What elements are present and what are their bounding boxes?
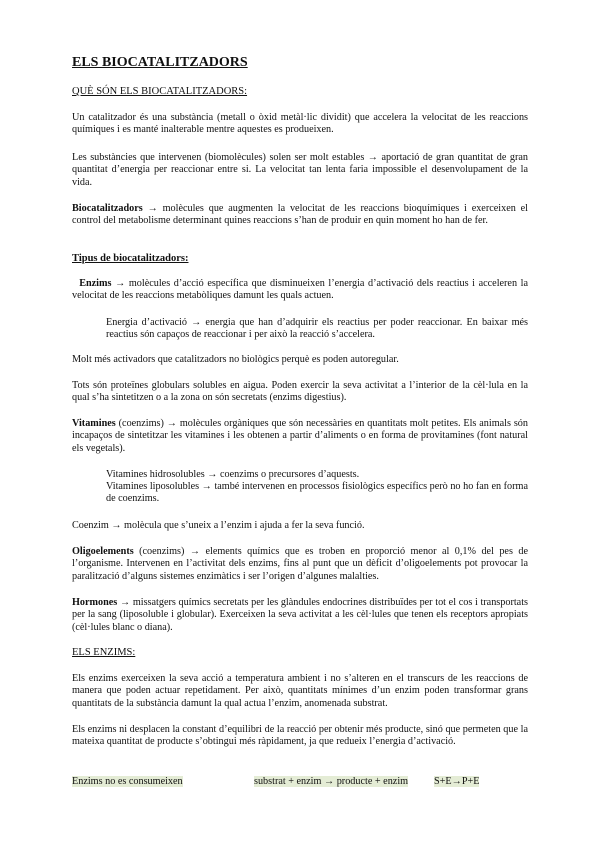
vitamins-text: (coenzims) → molècules orgàniques que són necessàries en quantitats molt petites. Els animals són incapaços de sintetitzar les vitamines i les obtenen a partir d’aliments o en forma de provitamines (font natural els vegetals).	[72, 418, 528, 454]
oligoelements-text: (coenzims) → elements químics que es troben en proporció menor al 0,1% del pes de l’organisme. Intervenen en l’activitat dels enzims, fins al punt que un dèficit d’oligoelements pot provocar la paralització d’alguns sistemes enzimàtics i ser l’origen d’algunes malalties.	[72, 546, 528, 582]
section-heading-what: QUÈ SÓN ELS BIOCATALITZADORS:	[72, 86, 248, 97]
line-liposoluble: Vitamines liposolubles → també intervenen en processos fisiològics específics però no ho fan en forma de coenzims.	[106, 481, 528, 505]
paragraph-catalyst: Un catalitzador és una substància (metall o òxid metàl·lic dividit) que accelera la velocitat de les reaccions químiques i es manté inalterable mentre aquestes es produeixen.	[72, 112, 528, 136]
paragraph-proteins: Tots són proteïnes globulars solubles en aigua. Poden exercir la seva activitat a l’interior de la cèl·lula en la qual s’ha sintetitzen o a la zona on són secretats (enzims digestius).	[72, 380, 528, 404]
enzims-text: → molècules d’acció específica que disminueixen l’energia d’activació dels reactius i acceleren la velocitat de les reaccions metabòliques damunt les quals actuen.	[72, 278, 528, 302]
hormones-text: → missatgers químics secretats per les glàndules endocrines distribuïdes per tot el cos i transportats per la sang (liposoluble i globular). Exerceixen la seva activitat a les cèl·lules que tenen els receptors apropiats (cèl·lules blanc o diana).	[72, 597, 528, 633]
paragraph-substances: Les substàncies que intervenen (biomolècules) solen ser molt estables → aportació de gran quantitat de gran quantitat d’energia per reaccionar entre si. La velocitat tan lenta faria impossible el desenvolupament de la vida.	[72, 152, 528, 188]
term-enzims: Enzims	[79, 278, 112, 289]
types-heading: Tipus de biocatalitzadors:	[72, 253, 189, 264]
paragraph-enzims	[72, 278, 528, 303]
paragraph-more-activators: Molt més activadors que catalitzadors no biològics perquè es poden autoregular.	[72, 354, 399, 365]
paragraph-enzyme-action: Els enzims exerceixen la seva acció a temperatura ambient i no s’alteren en el transcurs de les reaccions de manera que poden actuar repetidament. Per això, quantitats mínimes d’un enzim poden transformar grans quantitats de la substància damunt la qual actua l’enzim, anomenada substrat.	[72, 673, 528, 709]
paragraph-activation-energy: Energia d’activació → energia que han d’adquirir els reactius per poder reaccionar. En baixar més reactius són capaços de reaccionar i per això la reacció s’accelera.	[106, 317, 528, 341]
page-title: ELS BIOCATALITZADORS	[72, 55, 248, 70]
note-not-consumed: Enzims no es consumeixen	[72, 776, 183, 787]
paragraph-biocatalysts	[72, 203, 528, 228]
section-heading-enzims: ELS ENZIMS:	[72, 647, 136, 658]
term-biocatalitzadors: Biocatalitzadors	[72, 203, 143, 214]
term-vitamines: Vitamines	[72, 418, 116, 429]
line-hydrosoluble: Vitamines hidrosolubles → coenzims o precursores d’aquests.	[106, 469, 360, 480]
paragraph-vitamins	[72, 418, 528, 455]
paragraph-coenzyme: Coenzim → molècula que s’uneix a l’enzim i ajuda a fer la seva funció.	[72, 520, 365, 531]
term-oligoelements: Oligoelements	[72, 546, 134, 557]
term-hormones: Hormones	[72, 597, 118, 608]
biocatalysts-text: → molècules que augmenten la velocitat de les reaccions bioquímiques i exerceixen el control del metabolisme determinant quines reaccions s’han de produir en quin moment ho han de fer.	[72, 203, 528, 227]
equation-words: substrat + enzim → producte + enzim	[254, 776, 409, 787]
equation-symbols: S+E→P+E	[434, 776, 480, 787]
paragraph-hormones	[72, 597, 528, 634]
paragraph-equilibrium: Els enzims ni desplacen la constant d’equilibri de la reacció per obtenir més producte, sinó que permeten que la mateixa quantitat de producte s’obtingui més ràpidament, ja que redueix l’energia d’activació.	[72, 724, 528, 748]
paragraph-oligoelements	[72, 546, 528, 583]
